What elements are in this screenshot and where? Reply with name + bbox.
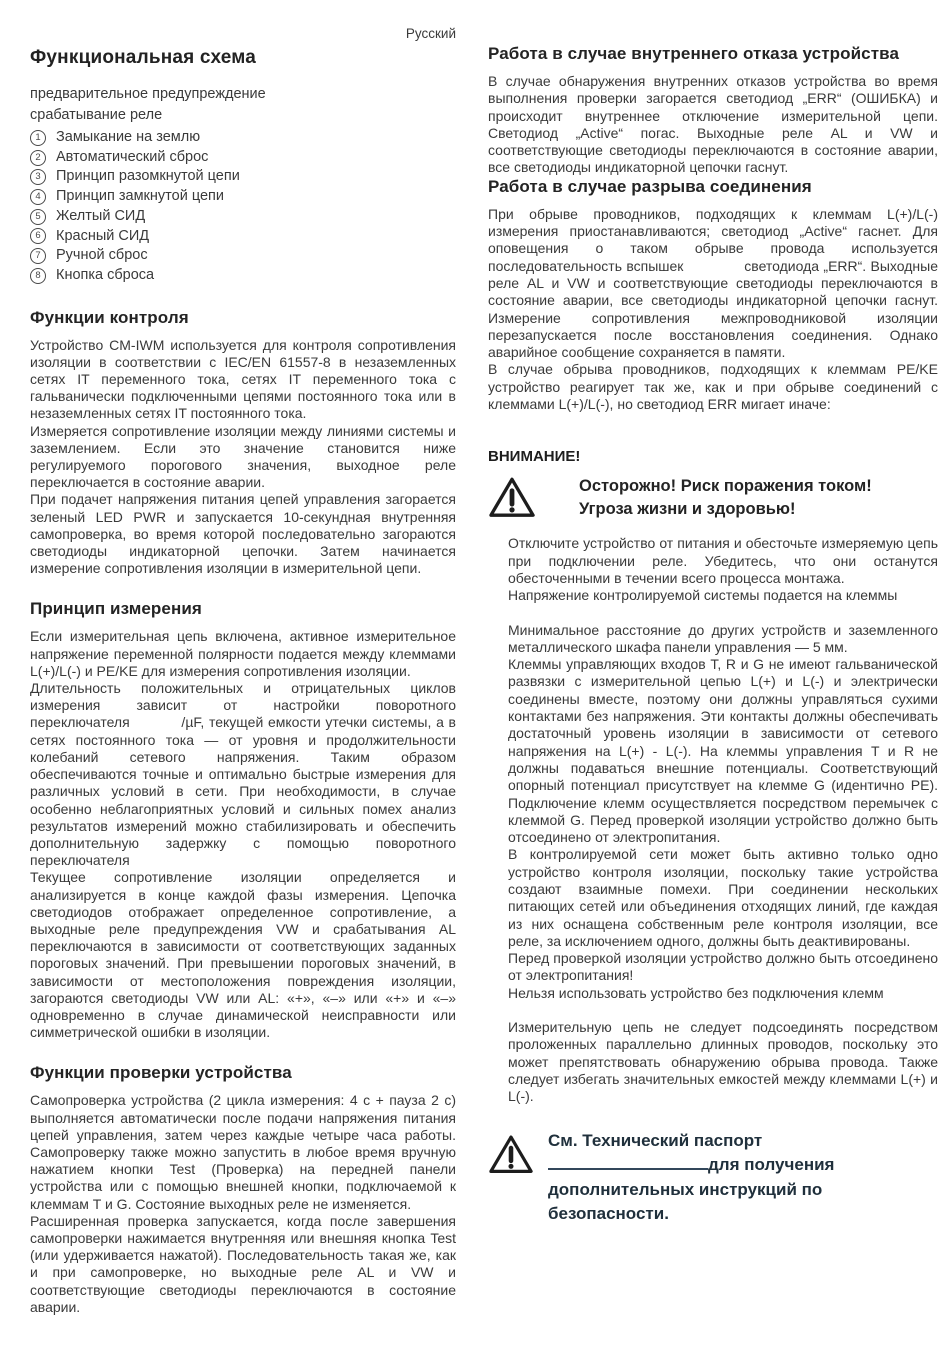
section-title: Функции контроля [30, 307, 189, 327]
blank-underline [548, 1154, 708, 1170]
warning-text-line: безопасности. [548, 1204, 669, 1224]
paragraph: Если измерительная цепь включена, активное измерительное напряжение переменной полярности подается между клеммами L(+)/L(-) и PE/KE для измерения сопротивления изоляции. [30, 628, 456, 679]
section-title: Работа в случае внутреннего отказа устройства [488, 44, 900, 63]
list-item [30, 167, 456, 187]
circled-number: 3 [30, 169, 46, 185]
section-internal-failure [488, 44, 938, 177]
paragraph: Расширенная проверка запускается, когда после завершения самопроверки нажимается внутренняя или внешняя кнопка Test (или удерживается нажатой). Последовательность такая же, как и при самопроверке, но выходные реле AL и VW и соответствующие светодиоды переключаются в состояние аварии. [30, 1212, 456, 1315]
list-item-label: Принцип замкнутой цепи [56, 188, 224, 205]
section-title: Работа в случае разрыва соединения [488, 176, 812, 196]
warning-triangle-icon [488, 475, 536, 519]
circled-number: 6 [30, 228, 46, 244]
list-item-label: Ручной сброс [56, 247, 148, 264]
paragraph: В случае обрыва проводников, подходящих к клеммам PE/KE устройство реагирует так же, как и при обрыве соединений с клеммами L(+)/L(-), но светодиод ERR мигает иначе: [488, 361, 938, 413]
list-item [30, 187, 456, 207]
paragraph: В случае обнаружения внутренних отказов устройства во время выполнения проверки загорается светодиод „ERR“ (ОШИБКА) и происходит внутреннее отключение измерительной цепи. Светодиод „Active“ погас. Выходные реле AL и VW и соответствующие светодиоды переключаются в состояние аварии, все светодиоды индикаторной цепочки гаснут. [488, 73, 938, 176]
list-item-label: Кнопка сброса [56, 266, 155, 283]
section-title: Функции проверки устройства [30, 1063, 292, 1083]
paragraph: Отключите устройство от питания и обесточьте измеряемую цепь при подключении реле. Убедитесь, что они останутся обесточенными в течении всего процесса монтажа. [508, 535, 938, 586]
paragraph: Текущее сопротивление изоляции определяется и анализируется в конце каждой фазы измерения. Цепочка светодиодов отображает определенное сопротивление, а выходные реле предупреждения VW и срабатывания AL переключаются в зависимости от соответствующих заданных пороговых значений. При превышении пороговых значений, в зависимости от местоположения повреждения изоляции, загораются светодиоды VW или AL: «+», «–» или «+» и «–» одновременно в случае динамической неисправности или симметрической ошибки в изоляции. [30, 869, 456, 1041]
paragraph: Перед проверкой изоляции устройство должно быть отсоединено от электропитания! [508, 950, 938, 984]
circled-number: 4 [30, 189, 46, 205]
section-control-functions [30, 308, 456, 578]
paragraph: Напряжение контролируемой системы подается на клеммы [508, 587, 898, 604]
list-item-label: Красный СИД [56, 227, 150, 244]
list-item-label: Замыкание на землю [56, 129, 201, 145]
circled-number: 1 [30, 130, 46, 146]
warning-text-line: для получения [548, 1153, 834, 1178]
warning-triangle-icon [488, 1133, 534, 1175]
right-column [488, 24, 938, 1316]
paragraph: При обрыве проводников, подходящих к клеммам L(+)/L(-) измерения приостанавливаются; светодиод „Active“ гаснет. Для оповещения о таком обрыве провода используется последовательность вспышек светодиода „ERR“. Выходные реле AL и VW и соответствующие светодиоды переключаются в состояние аварии, все светодиоды индикаторной цепочки гаснут. Измерение сопротивления межпроводниковой изоляции перезапускается после восстановления соединения. Однако аварийное сообщение сохраняется в памяти. [488, 205, 938, 361]
circled-number: 2 [30, 150, 46, 166]
list-item [30, 128, 456, 148]
attention-body [488, 535, 938, 1105]
circled-number: 5 [30, 209, 46, 225]
paragraph: Измеряется сопротивление изоляции между линиями системы и заземлением. Если это значение становится ниже регулируемого порогового значения, выходное реле переключается в состояние аварии. [30, 422, 456, 491]
list-item [30, 227, 456, 247]
language-label: Русский [405, 26, 456, 41]
list-item-label: Принцип разомкнутой цепи [56, 168, 240, 185]
list-item-label: Желтый СИД [56, 207, 146, 224]
section-title: Принцип измерения [30, 599, 202, 619]
legend-intro-line: срабатывание реле [30, 107, 163, 123]
section-test-functions [30, 1063, 456, 1316]
paragraph: При подачет напряжения питания цепей управления загорается зеленый LED PWR и запускается 10-секундная внутренняя самопроверка, во время которой последовательно загораются светодиоды индикаторной цепочки. Затем начинается измерение сопротивления изоляции в измерительной цепи. [30, 491, 456, 577]
warning-title-line: Осторожно! Риск поражения током! [579, 477, 872, 496]
list-item [30, 246, 456, 266]
warning-text [548, 1129, 834, 1227]
warning-title [579, 475, 872, 521]
left-column [30, 24, 456, 1316]
paragraph: Длительность положительных и отрицательных циклов измерения зависит от настройки поворотного переключателя /µF, текущей емкости утечки системы, а в сетях постоянного тока — от уровня и продолжительности колебаний сетевого напряжения. Таким образом обеспечиваются точные и оптимально быстрые измерения для различных условий в сети. При необходимости, в случае особенно неблагоприятных условий и сильных помех анализ результатов измерений можно стабилизировать и обеспечить дополнительную задержку с помощью поворотного переключателя [30, 680, 456, 869]
section-measuring-principle [30, 599, 456, 1041]
attention-heading: ВНИМАНИЕ! [488, 448, 581, 466]
list-item [30, 148, 456, 168]
paragraph: Клеммы управляющих входов T, R и G не имеют гальванической развязки с измерительной цепью L(+) и L(-) и электрически соединены вместе, поэтому они должны управляться сухими контактами без напряжения. Эти контакты должны обеспечивать достаточный уровень изоляции в зависимости от сетевого напряжения на L(+) - L(-). На клеммы управления T и R не должны подаваться внешние потенциалы. Соответствующий опорный потенциал присутствует на клемме G (идентично PE). Подключение клемм осуществляется посредством перемычек с клеммой G. Перед проверкой изоляции устройство должно быть отсоединено от электропитания. [508, 656, 938, 846]
legend-list [30, 128, 456, 286]
paragraph: Нельзя использовать устройство без подключения клемм [508, 984, 884, 1001]
legend-intro-line: предварительное предупреждение [30, 86, 266, 102]
paragraph: Минимальное расстояние до других устройств и заземленного металлического шкафа панели управления — 5 мм. [508, 621, 938, 655]
paragraph: Измерительную цепь не следует подсоединять посредством проложенных параллельно длинных проводов, поскольку это может препятствовать обнаружению обрыва провода. Также следует избегать значительных емкостей между клеммами L(+) и L(-). [508, 1019, 938, 1105]
list-item [30, 266, 456, 286]
warning-block-electric-shock [488, 475, 938, 521]
circled-number: 8 [30, 268, 46, 284]
warning-text-line: дополнительных инструкций по [548, 1179, 823, 1199]
warning-text-line: См. Технический паспорт [548, 1130, 763, 1150]
list-item-label: Автоматический сброс [56, 148, 209, 165]
functional-diagram-title: Функциональная схема [30, 47, 257, 68]
paragraph: В контролируемой сети может быть активно только одно устройство контроля изоляции, поскольку такие устройства создают взаимные помехи. При соединении нескольких питающих сетей или объединения отходящих линий, где каждая из них оснащена собственным реле контроля изоляции, все реле, за исключением одного, должны быть деактивированы. [508, 846, 938, 949]
circled-number: 7 [30, 248, 46, 264]
warning-block-datasheet [488, 1129, 938, 1227]
paragraph: Самопроверка устройства (2 цикла измерения: 4 с + пауза 2 с) выполняется автоматически после подачи напряжения питания цепей управления, затем через каждые четыре часа работы. Самопроверку также можно запустить в любое время вручную нажатием кнопки Test (Проверка) на передней панели устройства или с помощью внешней кнопки, подключаемой к клеммам T и G. Состояние выходных реле не изменяется. [30, 1092, 456, 1212]
section-broken-connection [488, 177, 938, 414]
warning-title-line: Угроза жизни и здоровью! [579, 500, 796, 519]
list-item [30, 207, 456, 227]
paragraph: Устройство CM-IWM используется для контроля сопротивления изоляции в соответствии с IEC/EN 61557-8 в незаземленных сетях IT переменного тока, сетях IT переменного тока с гальванически подключенными цепями постоянного тока или в незаземленных сетях IT постоянного тока. [30, 336, 456, 422]
